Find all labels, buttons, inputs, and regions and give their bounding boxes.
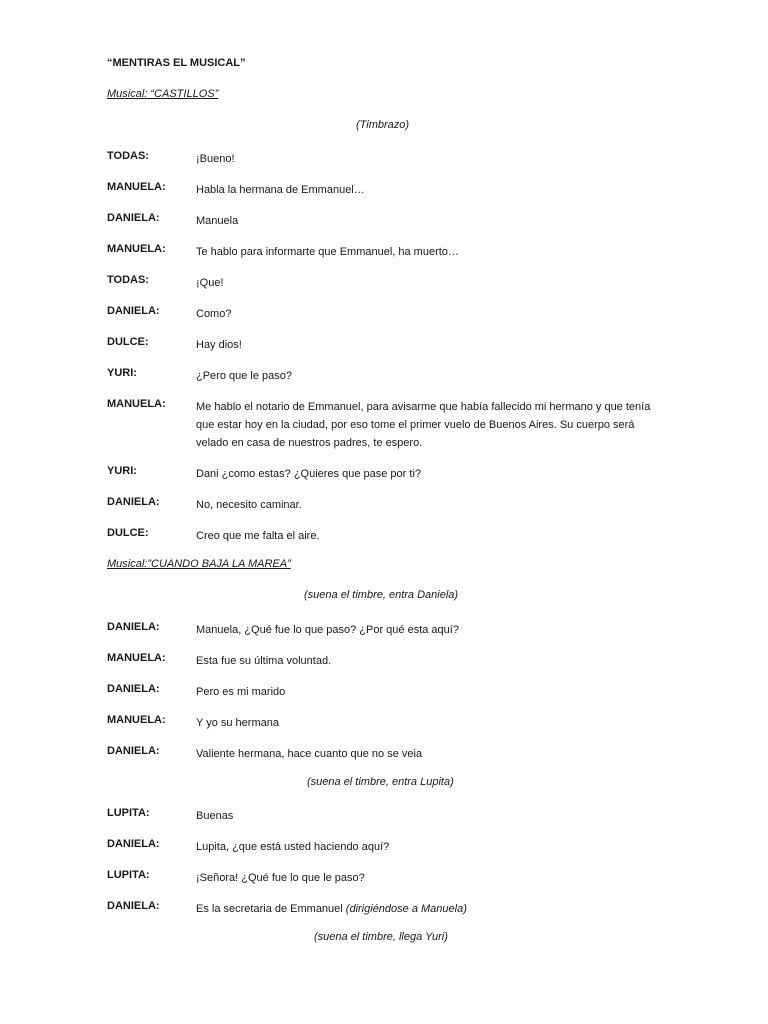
stage-direction-text: (suena el timbre, entra Lupita): [307, 776, 454, 788]
speech-text: Te hablo para informarte que Emmanuel, ha muerto…: [196, 246, 459, 258]
speech-text: Creo que me falta el aire.: [196, 530, 320, 542]
speaker-name: DANIELA:: [107, 683, 160, 695]
speaker-name: LUPITA:: [107, 807, 150, 819]
speech-text: [196, 900, 666, 918]
speech-text: Hay dios!: [196, 339, 242, 351]
speech-text: Esta fue su última voluntad.: [196, 655, 332, 667]
speech-text: Como?: [196, 308, 232, 320]
speech-text: Dani ¿como estas? ¿Quieres que pase por ti?: [196, 468, 422, 480]
speech-text: Y yo su hermana: [196, 717, 279, 729]
speaker-name: MANUELA:: [107, 181, 166, 193]
speech-text: ¡Bueno!: [196, 153, 235, 165]
speech-text: Habla la hermana de Emmanuel…: [196, 184, 365, 196]
stage-direction-text: (suena el timbre, llega Yuri): [314, 931, 448, 943]
speech-text: Manuela: [196, 215, 239, 227]
speaker-name: MANUELA:: [107, 652, 166, 664]
speech-text: Me hablo el notario de Emmanuel, para avisarme que había fallecido mi hermano y que tenía que estar hoy en la ciudad, por eso tome el primer vuelo de Buenos Aires. Su cuerpo será velado en casa de nuestros padres, te espero.: [196, 401, 651, 449]
stage-direction-text: (suena el timbre, entra Daniela): [304, 589, 459, 601]
speech-text: Manuela, ¿Qué fue lo que paso? ¿Por qué esta aquí?: [196, 624, 459, 636]
speaker-name: DANIELA:: [107, 745, 160, 757]
musical-heading: Musical: “CASTILLOS”: [107, 88, 219, 100]
speaker-name: TODAS:: [107, 274, 149, 286]
speech-text: ¿Pero que le paso?: [196, 370, 293, 382]
speech-text: Pero es mi marido: [196, 686, 286, 698]
speaker-name: DULCE:: [107, 336, 149, 348]
speaker-name: DANIELA:: [107, 496, 160, 508]
inline-stage-direction: (dirigiéndose a Manuela): [345, 903, 467, 915]
speech-text: Buenas: [196, 810, 234, 822]
speaker-name: DANIELA:: [107, 621, 160, 633]
speaker-name: YURI:: [107, 465, 137, 477]
speaker-name: DULCE:: [107, 527, 149, 539]
speaker-name: MANUELA:: [107, 714, 166, 726]
speaker-name: MANUELA:: [107, 398, 166, 410]
speech-text: No, necesito caminar.: [196, 499, 302, 511]
document-title: “MENTIRAS EL MUSICAL”: [107, 57, 246, 69]
speech-text: Lupita, ¿que está usted haciendo aquí?: [196, 841, 390, 853]
speaker-name: DANIELA:: [107, 838, 160, 850]
stage-direction-text: (Timbrazo): [356, 119, 410, 131]
speech-text-main: Es la secretaria de Emmanuel: [196, 903, 346, 915]
speaker-name: LUPITA:: [107, 869, 150, 881]
musical-heading: Musical:”CUANDO BAJA LA MAREA”: [107, 558, 291, 570]
speech-text: Valiente hermana, hace cuanto que no se veia: [196, 748, 423, 760]
speech-text: ¡Que!: [196, 277, 224, 289]
speaker-name: DANIELA:: [107, 900, 160, 912]
speaker-name: DANIELA:: [107, 305, 160, 317]
speaker-name: YURI:: [107, 367, 137, 379]
speaker-name: DANIELA:: [107, 212, 160, 224]
speaker-name: TODAS:: [107, 150, 149, 162]
speaker-name: MANUELA:: [107, 243, 166, 255]
speech-text: ¡Señora! ¿Qué fue lo que le paso?: [196, 872, 365, 884]
